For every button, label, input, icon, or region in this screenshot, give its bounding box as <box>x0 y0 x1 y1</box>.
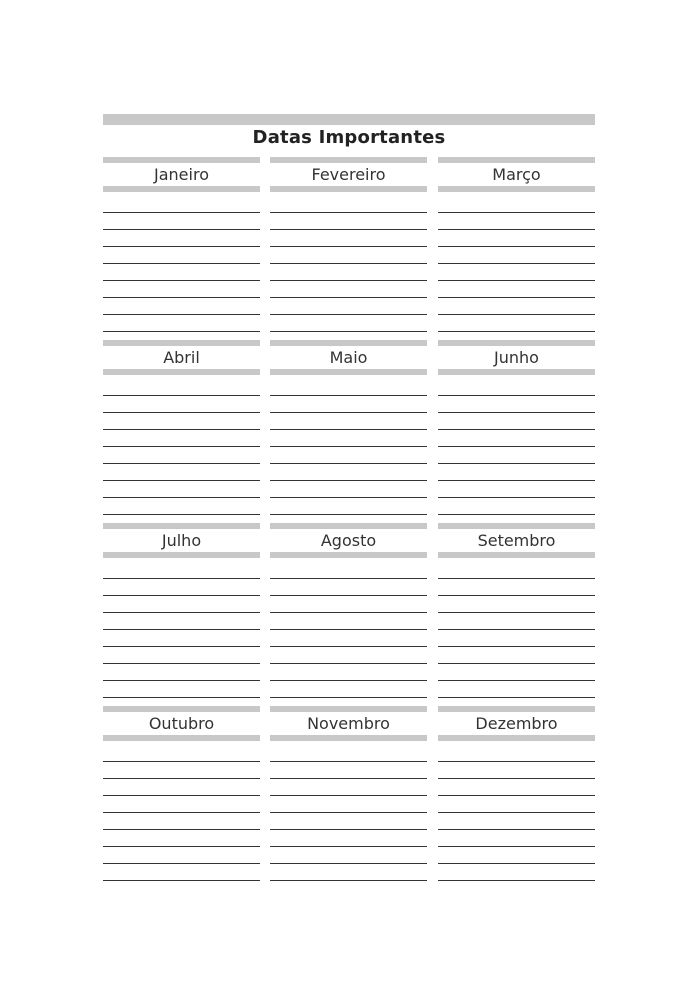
writing-line[interactable] <box>270 646 427 647</box>
writing-line[interactable] <box>103 761 260 762</box>
writing-line[interactable] <box>270 229 427 230</box>
writing-line[interactable] <box>270 497 427 498</box>
writing-line[interactable] <box>270 578 427 579</box>
writing-line[interactable] <box>103 663 260 664</box>
writing-line[interactable] <box>270 412 427 413</box>
writing-line[interactable] <box>438 446 595 447</box>
month-header-top-bar <box>270 706 427 712</box>
writing-line[interactable] <box>103 595 260 596</box>
writing-line[interactable] <box>103 514 260 515</box>
writing-line[interactable] <box>438 663 595 664</box>
writing-line[interactable] <box>270 863 427 864</box>
writing-line[interactable] <box>438 297 595 298</box>
writing-line[interactable] <box>270 212 427 213</box>
writing-line[interactable] <box>270 463 427 464</box>
writing-line[interactable] <box>270 480 427 481</box>
month-header-bottom-bar <box>103 552 260 558</box>
writing-line[interactable] <box>438 463 595 464</box>
writing-line[interactable] <box>438 646 595 647</box>
writing-line[interactable] <box>103 446 260 447</box>
writing-line[interactable] <box>270 663 427 664</box>
month-label-dezembro: Dezembro <box>475 714 558 733</box>
month-header-top-bar <box>270 340 427 346</box>
month-header-bottom-bar <box>103 186 260 192</box>
month-header-bottom-bar <box>270 735 427 741</box>
writing-line[interactable] <box>103 246 260 247</box>
month-header-top-bar <box>438 157 595 163</box>
month-label-marco: Março <box>492 165 541 184</box>
month-header-bottom-bar <box>270 186 427 192</box>
month-label-junho: Junho <box>494 348 539 367</box>
writing-line[interactable] <box>438 812 595 813</box>
month-header-top-bar <box>103 157 260 163</box>
month-header-top-bar <box>270 523 427 529</box>
writing-line[interactable] <box>103 480 260 481</box>
writing-line[interactable] <box>438 778 595 779</box>
writing-line[interactable] <box>270 429 427 430</box>
writing-line[interactable] <box>103 463 260 464</box>
month-label-novembro: Novembro <box>307 714 390 733</box>
writing-line[interactable] <box>103 331 260 332</box>
writing-line[interactable] <box>438 497 595 498</box>
month-label-outubro: Outubro <box>148 714 215 733</box>
month-header-bottom-bar <box>270 552 427 558</box>
writing-line[interactable] <box>270 812 427 813</box>
writing-line[interactable] <box>438 829 595 830</box>
month-label-fevereiro: Fevereiro <box>311 165 386 184</box>
writing-line[interactable] <box>270 331 427 332</box>
writing-line[interactable] <box>270 595 427 596</box>
writing-line[interactable] <box>270 246 427 247</box>
month-header-bottom-bar <box>270 369 427 375</box>
title-top-bar <box>103 114 595 125</box>
month-header-top-bar <box>438 706 595 712</box>
month-label-agosto: Agosto <box>320 531 377 550</box>
month-header-top-bar <box>103 523 260 529</box>
month-header-top-bar <box>270 157 427 163</box>
writing-line[interactable] <box>438 480 595 481</box>
writing-line[interactable] <box>438 212 595 213</box>
writing-line[interactable] <box>270 778 427 779</box>
writing-line[interactable] <box>270 680 427 681</box>
writing-line[interactable] <box>270 697 427 698</box>
writing-line[interactable] <box>103 297 260 298</box>
month-label-janeiro: Janeiro <box>154 165 209 184</box>
writing-line[interactable] <box>270 846 427 847</box>
writing-line[interactable] <box>438 612 595 613</box>
writing-line[interactable] <box>103 280 260 281</box>
writing-line[interactable] <box>103 829 260 830</box>
writing-line[interactable] <box>270 829 427 830</box>
writing-line[interactable] <box>438 229 595 230</box>
month-header-bottom-bar <box>103 735 260 741</box>
writing-line[interactable] <box>103 263 260 264</box>
writing-line[interactable] <box>438 863 595 864</box>
writing-line[interactable] <box>103 578 260 579</box>
writing-line[interactable] <box>103 395 260 396</box>
writing-line[interactable] <box>270 297 427 298</box>
writing-line[interactable] <box>270 761 427 762</box>
month-label-julho: Julho <box>161 531 202 550</box>
writing-line[interactable] <box>438 412 595 413</box>
writing-line[interactable] <box>438 331 595 332</box>
writing-line[interactable] <box>103 795 260 796</box>
writing-line[interactable] <box>438 697 595 698</box>
writing-line[interactable] <box>438 846 595 847</box>
writing-line[interactable] <box>103 429 260 430</box>
month-header-top-bar <box>438 523 595 529</box>
writing-line[interactable] <box>438 795 595 796</box>
writing-line[interactable] <box>103 863 260 864</box>
month-header-top-bar <box>438 340 595 346</box>
writing-line[interactable] <box>438 880 595 881</box>
writing-line[interactable] <box>438 395 595 396</box>
month-header-bottom-bar <box>438 552 595 558</box>
writing-line[interactable] <box>438 680 595 681</box>
writing-line[interactable] <box>103 629 260 630</box>
writing-line[interactable] <box>438 314 595 315</box>
writing-line[interactable] <box>103 778 260 779</box>
month-label-abril: Abril <box>163 348 200 367</box>
month-header-bottom-bar <box>103 369 260 375</box>
writing-line[interactable] <box>270 314 427 315</box>
writing-line[interactable] <box>103 497 260 498</box>
month-header-top-bar <box>103 706 260 712</box>
writing-line[interactable] <box>103 212 260 213</box>
writing-line[interactable] <box>438 761 595 762</box>
writing-line[interactable] <box>438 263 595 264</box>
writing-line[interactable] <box>103 880 260 881</box>
writing-line[interactable] <box>103 812 260 813</box>
writing-line[interactable] <box>103 697 260 698</box>
month-header-bottom-bar <box>438 186 595 192</box>
writing-line[interactable] <box>438 578 595 579</box>
writing-line[interactable] <box>438 246 595 247</box>
page-title: Datas Importantes <box>252 127 446 148</box>
writing-line[interactable] <box>270 795 427 796</box>
writing-line[interactable] <box>438 514 595 515</box>
writing-line[interactable] <box>438 280 595 281</box>
writing-line[interactable] <box>270 446 427 447</box>
writing-line[interactable] <box>103 646 260 647</box>
writing-line[interactable] <box>270 629 427 630</box>
writing-line[interactable] <box>103 229 260 230</box>
writing-line[interactable] <box>438 595 595 596</box>
writing-line[interactable] <box>270 280 427 281</box>
writing-line[interactable] <box>438 629 595 630</box>
month-header-top-bar <box>103 340 260 346</box>
writing-line[interactable] <box>270 514 427 515</box>
writing-line[interactable] <box>103 680 260 681</box>
month-header-bottom-bar <box>438 369 595 375</box>
writing-line[interactable] <box>270 612 427 613</box>
month-label-maio: Maio <box>329 348 368 367</box>
writing-line[interactable] <box>270 880 427 881</box>
month-label-setembro: Setembro <box>477 531 556 550</box>
writing-line[interactable] <box>103 412 260 413</box>
month-header-bottom-bar <box>438 735 595 741</box>
writing-line[interactable] <box>103 846 260 847</box>
writing-line[interactable] <box>103 314 260 315</box>
writing-line[interactable] <box>438 429 595 430</box>
writing-line[interactable] <box>270 395 427 396</box>
writing-line[interactable] <box>103 612 260 613</box>
writing-line[interactable] <box>270 263 427 264</box>
